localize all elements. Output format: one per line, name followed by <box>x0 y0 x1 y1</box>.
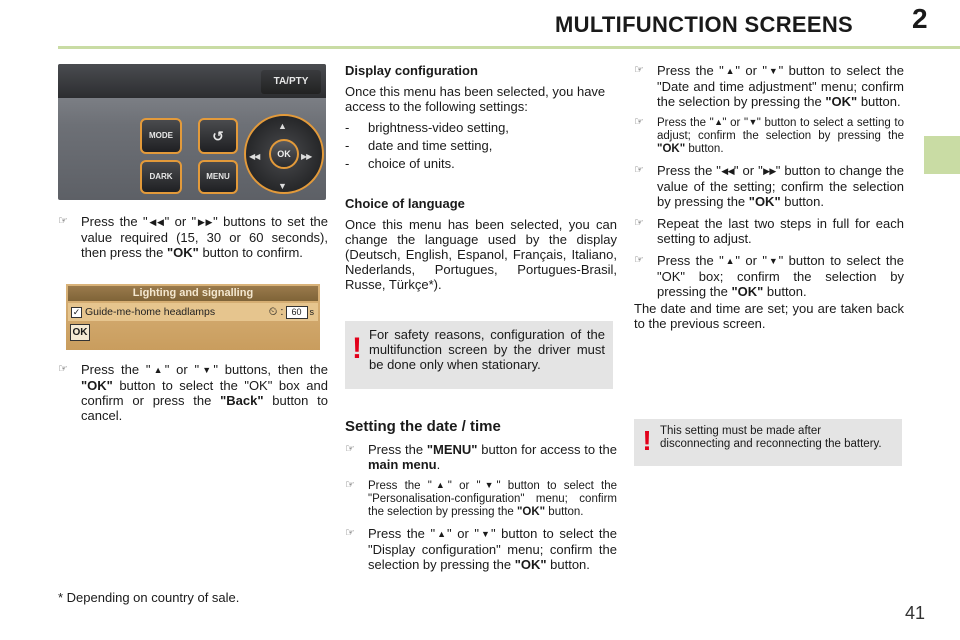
date-time-heading: Setting the date / time <box>345 418 501 435</box>
lcd-setting-row <box>68 303 318 321</box>
dial-up-arrow-icon: ▲ <box>278 121 287 131</box>
date-time-steps: ☞ Press the "▲" or "▼" button to select the "Date and time adjustment" menu; confirm the selection by pressing the "OK" button. ☞ Press the "▲" or "▼" button to select a setting to adjust; confirm the selection by pressing the "OK" button. ☞ Press the "◀◀" or "▶▶" button to change the value of the setting; confirm the selection by pressing the "OK" button. ☞ Repeat the last two steps in full for each setting to adjust. ☞ Press the "▲" or "▼" button to select the "OK" box; confirm the selection by pressing the "OK" button. The date and time are set; you are taken back to the previous screen. <box>634 63 905 331</box>
footnote: * Depending on country of sale. <box>58 590 240 605</box>
down-icon: ▼ <box>767 66 779 76</box>
language-text: Once this menu has been selected, you can change the language used by the display (Deutsch, English, Espanol, Français, Italiano, Nederlands, Portugues, Portugues-Brasil, Russe, Türkçe*). <box>345 217 617 292</box>
hand-pointer-icon: ☞ <box>634 64 644 76</box>
display-config-section <box>345 63 617 174</box>
ta-pty-button: TA/PTY <box>261 70 321 94</box>
next-icon: ▶▶ <box>196 217 214 227</box>
battery-warning-box <box>634 419 902 466</box>
display-config-heading: Display configuration <box>345 63 478 78</box>
up-icon: ▲ <box>150 365 165 375</box>
warning-icon: ! <box>352 332 362 365</box>
hand-pointer-icon: ☞ <box>634 116 644 128</box>
lcd-value-box: 60 <box>286 306 308 319</box>
chapter-number: 2 <box>912 3 928 34</box>
back-button: ↺ <box>198 118 238 154</box>
lcd-title-bar: Lighting and signalling <box>68 286 318 301</box>
prev-icon: ◀◀ <box>147 217 165 227</box>
dial-left-arrow-icon: ◀◀ <box>249 152 260 161</box>
dial-down-arrow-icon: ▼ <box>278 181 287 191</box>
hand-pointer-icon: ☞ <box>634 217 644 229</box>
dial-right-arrow-icon: ▶▶ <box>301 152 312 161</box>
chapter-tab-marker <box>924 136 960 174</box>
prev-icon: ◀◀ <box>720 166 734 176</box>
console-photo <box>58 64 326 200</box>
list-item: - brightness-video setting, <box>345 120 509 135</box>
up-icon: ▲ <box>431 480 448 490</box>
clock-icon: ⏲ : <box>268 305 284 318</box>
list-item: - date and time setting, <box>345 138 493 153</box>
warning-icon: ! <box>642 425 652 456</box>
safety-warning-text: For safety reasons, configuration of the multifunction screen by the driver must be done only when stationary. <box>369 327 605 372</box>
dark-button: DARK <box>140 160 182 194</box>
hand-pointer-icon: ☞ <box>634 254 644 266</box>
hand-pointer-icon: ☞ <box>345 479 355 491</box>
lcd-unit: s <box>309 306 314 317</box>
page-title: MULTIFUNCTION SCREENS <box>555 12 853 37</box>
lcd-ok-box: OK <box>70 324 90 341</box>
header-rule <box>58 46 960 49</box>
down-icon: ▼ <box>748 117 757 127</box>
up-icon: ▲ <box>713 117 723 127</box>
language-section <box>345 196 617 298</box>
menu-button: MENU <box>198 160 238 194</box>
next-icon: ▶▶ <box>762 166 776 176</box>
down-icon: ▼ <box>199 365 214 375</box>
up-icon: ▲ <box>723 256 736 266</box>
hand-pointer-icon: ☞ <box>58 363 68 375</box>
hand-pointer-icon: ☞ <box>58 215 68 227</box>
hand-pointer-icon: ☞ <box>634 164 644 176</box>
date-time-section: Setting the date / time ☞ Press the "MENU" button for access to the main menu. ☞ Press the "▲" or "▼" button to select the "Personalisation-configuration" menu; confirm the selection by pressing the "OK" button. ☞ Press the "▲" or "▼" button to select the "Display configuration" menu; confirm the selection by pressing the "OK" button. <box>345 418 617 572</box>
page-number: 41 <box>905 603 926 623</box>
closing-text: The date and time are set; you are taken back to the previous screen. <box>634 301 904 331</box>
up-icon: ▲ <box>435 529 448 539</box>
ok-dial-button: OK <box>269 139 299 169</box>
battery-warning-text: This setting must be made after disconnecting and reconnecting the battery. <box>660 425 882 450</box>
down-icon: ▼ <box>767 256 779 266</box>
display-config-intro: Once this menu has been selected, you have access to the following settings: <box>345 84 606 114</box>
col1-step-set-value: ☞ Press the "◀◀" or "▶▶" buttons to set the value required (15, 30 or 60 seconds), then press the "OK" button to confirm. <box>58 214 329 260</box>
up-icon: ▲ <box>723 66 736 76</box>
safety-warning-box <box>345 321 613 389</box>
lcd-screen-image <box>66 284 320 350</box>
hand-pointer-icon: ☞ <box>345 443 355 455</box>
hand-pointer-icon: ☞ <box>345 527 355 539</box>
down-icon: ▼ <box>480 480 497 490</box>
lcd-row-label: Guide-me-home headlamps <box>85 305 216 318</box>
down-icon: ▼ <box>479 529 491 539</box>
mode-button: MODE <box>140 118 182 154</box>
language-heading: Choice of language <box>345 196 465 211</box>
checkbox-icon: ✓ <box>72 306 81 317</box>
col1-step-confirm: ☞ Press the "▲" or "▼" buttons, then the "OK" button to select the "OK" box and confirm or press the "Back" button to cancel. <box>58 362 328 423</box>
list-item: - choice of units. <box>345 156 455 171</box>
